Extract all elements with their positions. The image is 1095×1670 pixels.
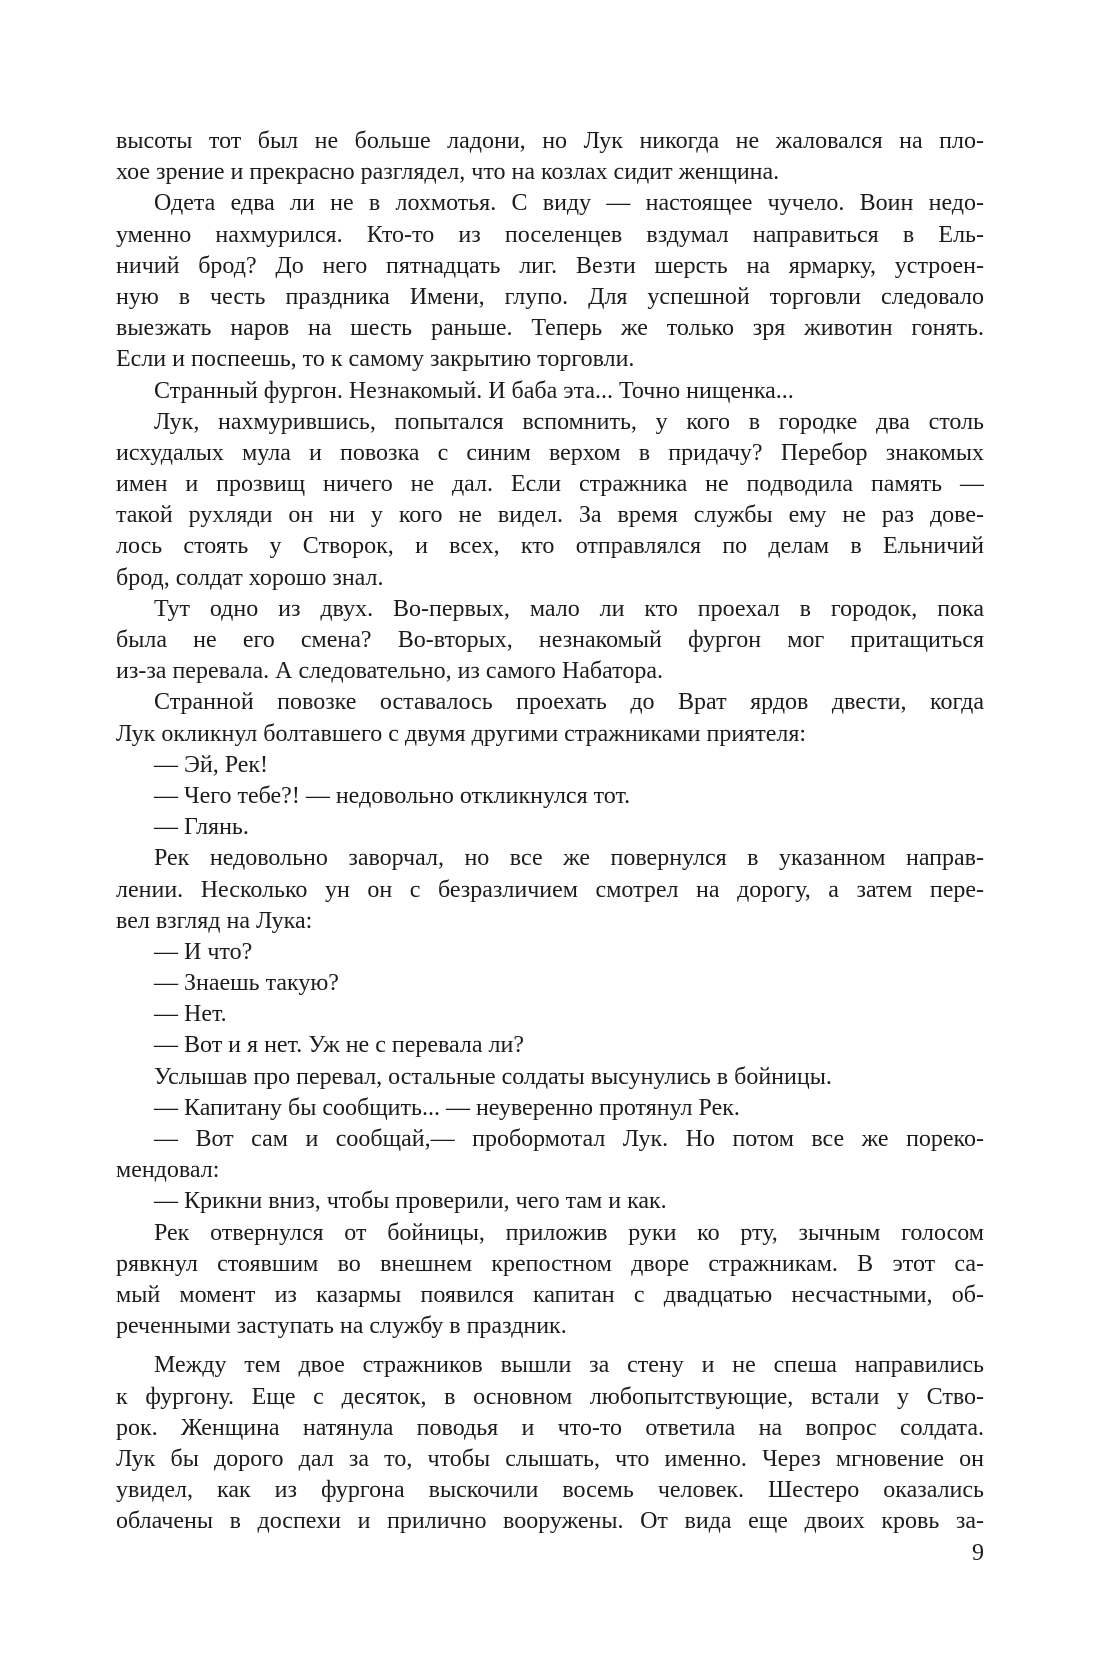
page-body	[116, 126, 984, 1537]
text-line: — Глянь.	[154, 814, 249, 841]
text-line: Рек отвернулся от бойницы, приложив руки ко рту, зычным голосом	[154, 1219, 984, 1246]
paragraph-gap	[116, 1342, 984, 1350]
text-line: Одета едва ли не в лохмотья. С виду — настоящее чучело. Воин недо-	[154, 190, 984, 217]
text-line: — Крикни вниз, чтобы проверили, чего там и как.	[154, 1188, 667, 1215]
text-line: брод, солдат хорошо знал.	[116, 564, 384, 591]
text-line: Если и поспеешь, то к самому закрытию торговли.	[116, 346, 635, 373]
text-line: облачены в доспехи и прилично вооружены. От вида еще двоих кровь за-	[116, 1508, 984, 1535]
text-line: реченными заступать на службу в праздник.	[116, 1313, 567, 1340]
text-line: имен и прозвищ ничего не дал. Если стражника не подводила память —	[116, 471, 984, 498]
text-line: — Вот и я нет. Уж не с перевала ли?	[154, 1032, 524, 1059]
text-line: — Чего тебе?! — недовольно откликнулся тот.	[154, 782, 631, 809]
text-line: — Знаешь такую?	[154, 970, 339, 997]
text-line: лении. Несколько ун он с безразличием смотрел на дорогу, а затем пере-	[116, 876, 984, 903]
text-line: хое зрение и прекрасно разглядел, что на козлах сидит женщина.	[116, 159, 780, 186]
text-line: Лук, нахмурившись, попытался вспомнить, у кого в городке два столь	[154, 408, 984, 435]
text-line: мый момент из казармы появился капитан с двадцатью несчастными, об-	[116, 1281, 984, 1308]
text-line: — Вот сам и сообщай,— пробормотал Лук. Но потом все же пореко-	[154, 1126, 984, 1152]
text-line: вел взгляд на Лука:	[116, 907, 313, 934]
text-line: рок. Женщина натянула поводья и что-то ответила на вопрос солдата.	[116, 1414, 984, 1441]
text-line: выезжать наров на шесть раньше. Теперь же только зря животин гонять.	[116, 315, 984, 342]
text-line: Тут одно из двух. Во-первых, мало ли кто проехал в городок, пока	[154, 595, 984, 622]
text-line: уменно нахмурился. Кто-то из поселенцев вздумал направиться в Ель-	[116, 221, 984, 248]
text-line: — И что?	[154, 938, 253, 965]
text-line: рявкнул стоявшим во внешнем крепостном дворе стражникам. В этот са-	[116, 1250, 984, 1277]
text-line: Странной повозке оставалось проехать до Врат ярдов двести, когда	[154, 689, 984, 716]
text-line: — Эй, Рек!	[154, 751, 269, 778]
text-line: мендовал:	[116, 1157, 220, 1184]
text-line: высоты тот был не больше ладони, но Лук никогда не жаловался на пло-	[116, 128, 984, 154]
text-line: Странный фургон. Незнакомый. И баба эта... Точно нищенка...	[154, 377, 794, 404]
text-line: увидел, как из фургона выскочили восемь человек. Шестеро оказались	[116, 1477, 984, 1504]
text-line: ную в честь праздника Имени, глупо. Для успешной торговли следовало	[116, 283, 984, 310]
text-line: — Капитану бы сообщить... — неуверенно протянул Рек.	[154, 1094, 740, 1121]
text-line: ничий брод? До него пятнадцать лиг. Везти шерсть на ярмарку, устроен-	[116, 252, 984, 279]
text-line: к фургону. Еще с десяток, в основном любопытствующие, встали у Ство-	[116, 1383, 984, 1410]
text-line: Лук бы дорого дал за то, чтобы слышать, что именно. Через мгновение он	[116, 1445, 984, 1472]
text-line: лось стоять у Створок, и всех, кто отправлялся по делам в Ельничий	[116, 533, 984, 560]
text-line: Услышав про перевал, остальные солдаты высунулись в бойницы.	[154, 1063, 832, 1090]
text-line: Между тем двое стражников вышли за стену и не спеша направились	[154, 1352, 984, 1379]
text-line: — Нет.	[154, 1001, 227, 1028]
text-line: из-за перевала. А следовательно, из самого Набатора.	[116, 658, 663, 685]
text-line: Лук окликнул болтавшего с двумя другими стражниками приятеля:	[116, 720, 807, 747]
text-line: исхудалых мула и повозка с синим верхом в придачу? Перебор знакомых	[116, 439, 984, 466]
text-line: такой рухляди он ни у кого не видел. За время службы ему не раз дове-	[116, 502, 984, 529]
text-line: Рек недовольно заворчал, но все же повернулся в указанном направ-	[154, 845, 984, 872]
text-line: была не его смена? Во-вторых, незнакомый фургон мог притащиться	[116, 627, 984, 653]
page-number: 9	[972, 1540, 984, 1566]
